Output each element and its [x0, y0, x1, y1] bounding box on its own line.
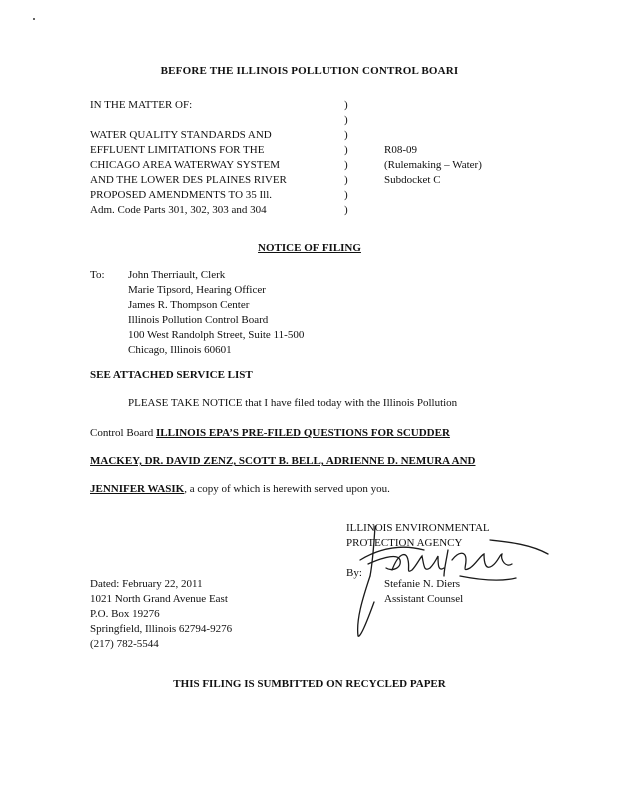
scan-speck [33, 18, 35, 20]
caption-line: CHICAGO AREA WATERWAY SYSTEM [90, 159, 280, 171]
caption-line: Adm. Code Parts 301, 302, 303 and 304 [90, 204, 267, 216]
filing-title-cont: MACKEY, DR. DAVID ZENZ, SCOTT B. BELL, ADRIENNE D. NEMURA AND [90, 455, 476, 467]
address-line: P.O. Box 19276 [90, 608, 160, 620]
paren: ) [344, 129, 348, 141]
paren: ) [344, 99, 348, 111]
paren: ) [344, 189, 348, 201]
body-line-1: PLEASE TAKE NOTICE that I have filed today with the Illinois Pollution [128, 397, 458, 409]
body-text: Control Board [90, 427, 156, 439]
signer-name: Stefanie N. Diers [384, 578, 461, 590]
board-title: BEFORE THE ILLINOIS POLLUTION CONTROL BOARI [160, 65, 459, 77]
signer-title: Assistant Counsel [384, 593, 464, 605]
filing-title-end: JENNIFER WASIK [90, 483, 185, 495]
addressee-line: James R. Thompson Center [128, 299, 250, 311]
to-label: To: [90, 269, 105, 281]
caption-line: EFFLUENT LIMITATIONS FOR THE [90, 144, 265, 156]
by-label: By: [346, 567, 362, 579]
paren: ) [344, 204, 348, 216]
notice-title: NOTICE OF FILING [258, 242, 361, 254]
address-line: Springfield, Illinois 62794-9276 [90, 623, 233, 635]
caption-text [90, 128, 287, 218]
case-line: Subdocket C [384, 174, 441, 186]
paren: ) [344, 159, 348, 171]
case-line: R08-09 [384, 144, 417, 156]
dated-block [90, 577, 232, 652]
matter-label: IN THE MATTER OF: [90, 99, 193, 111]
paren: ) [344, 114, 348, 126]
addressee-line: Marie Tipsord, Hearing Officer [128, 284, 266, 296]
body-line-4 [90, 482, 390, 497]
address-line: 1021 North Grand Avenue East [90, 593, 228, 605]
addressee-line: 100 West Randolph Street, Suite 11-500 [128, 329, 305, 341]
caption-line: WATER QUALITY STANDARDS AND [90, 129, 272, 141]
paren: ) [344, 174, 348, 186]
case-number [384, 143, 482, 188]
caption-parens [344, 98, 348, 218]
addressee-line: Illinois Pollution Control Board [128, 314, 269, 326]
addressee-block [128, 268, 304, 358]
agency-line: ILLINOIS ENVIRONMENTAL [346, 522, 490, 534]
agency-line: PROTECTION AGENCY [346, 537, 463, 549]
phone-line: (217) 782-5544 [90, 638, 159, 650]
body-text: , a copy of which is herewith served upon you. [184, 483, 390, 495]
caption-line: PROPOSED AMENDMENTS TO 35 Ill. [90, 189, 273, 201]
dated-line: Dated: February 22, 2011 [90, 578, 203, 590]
recycled-paper-note: THIS FILING IS SUMBITTED ON RECYCLED PAPER [173, 678, 446, 690]
addressee-line: John Therriault, Clerk [128, 269, 226, 281]
caption-line: AND THE LOWER DES PLAINES RIVER [90, 174, 287, 186]
case-line: (Rulemaking – Water) [384, 159, 482, 171]
paren: ) [344, 144, 348, 156]
service-list-note: SEE ATTACHED SERVICE LIST [90, 369, 253, 381]
body-line-2 [90, 426, 450, 441]
signature-image [340, 520, 560, 640]
addressee-line: Chicago, Illinois 60601 [128, 344, 232, 356]
filing-title: ILLINOIS EPA’S PRE-FILED QUESTIONS FOR SCUDDER [156, 427, 450, 439]
